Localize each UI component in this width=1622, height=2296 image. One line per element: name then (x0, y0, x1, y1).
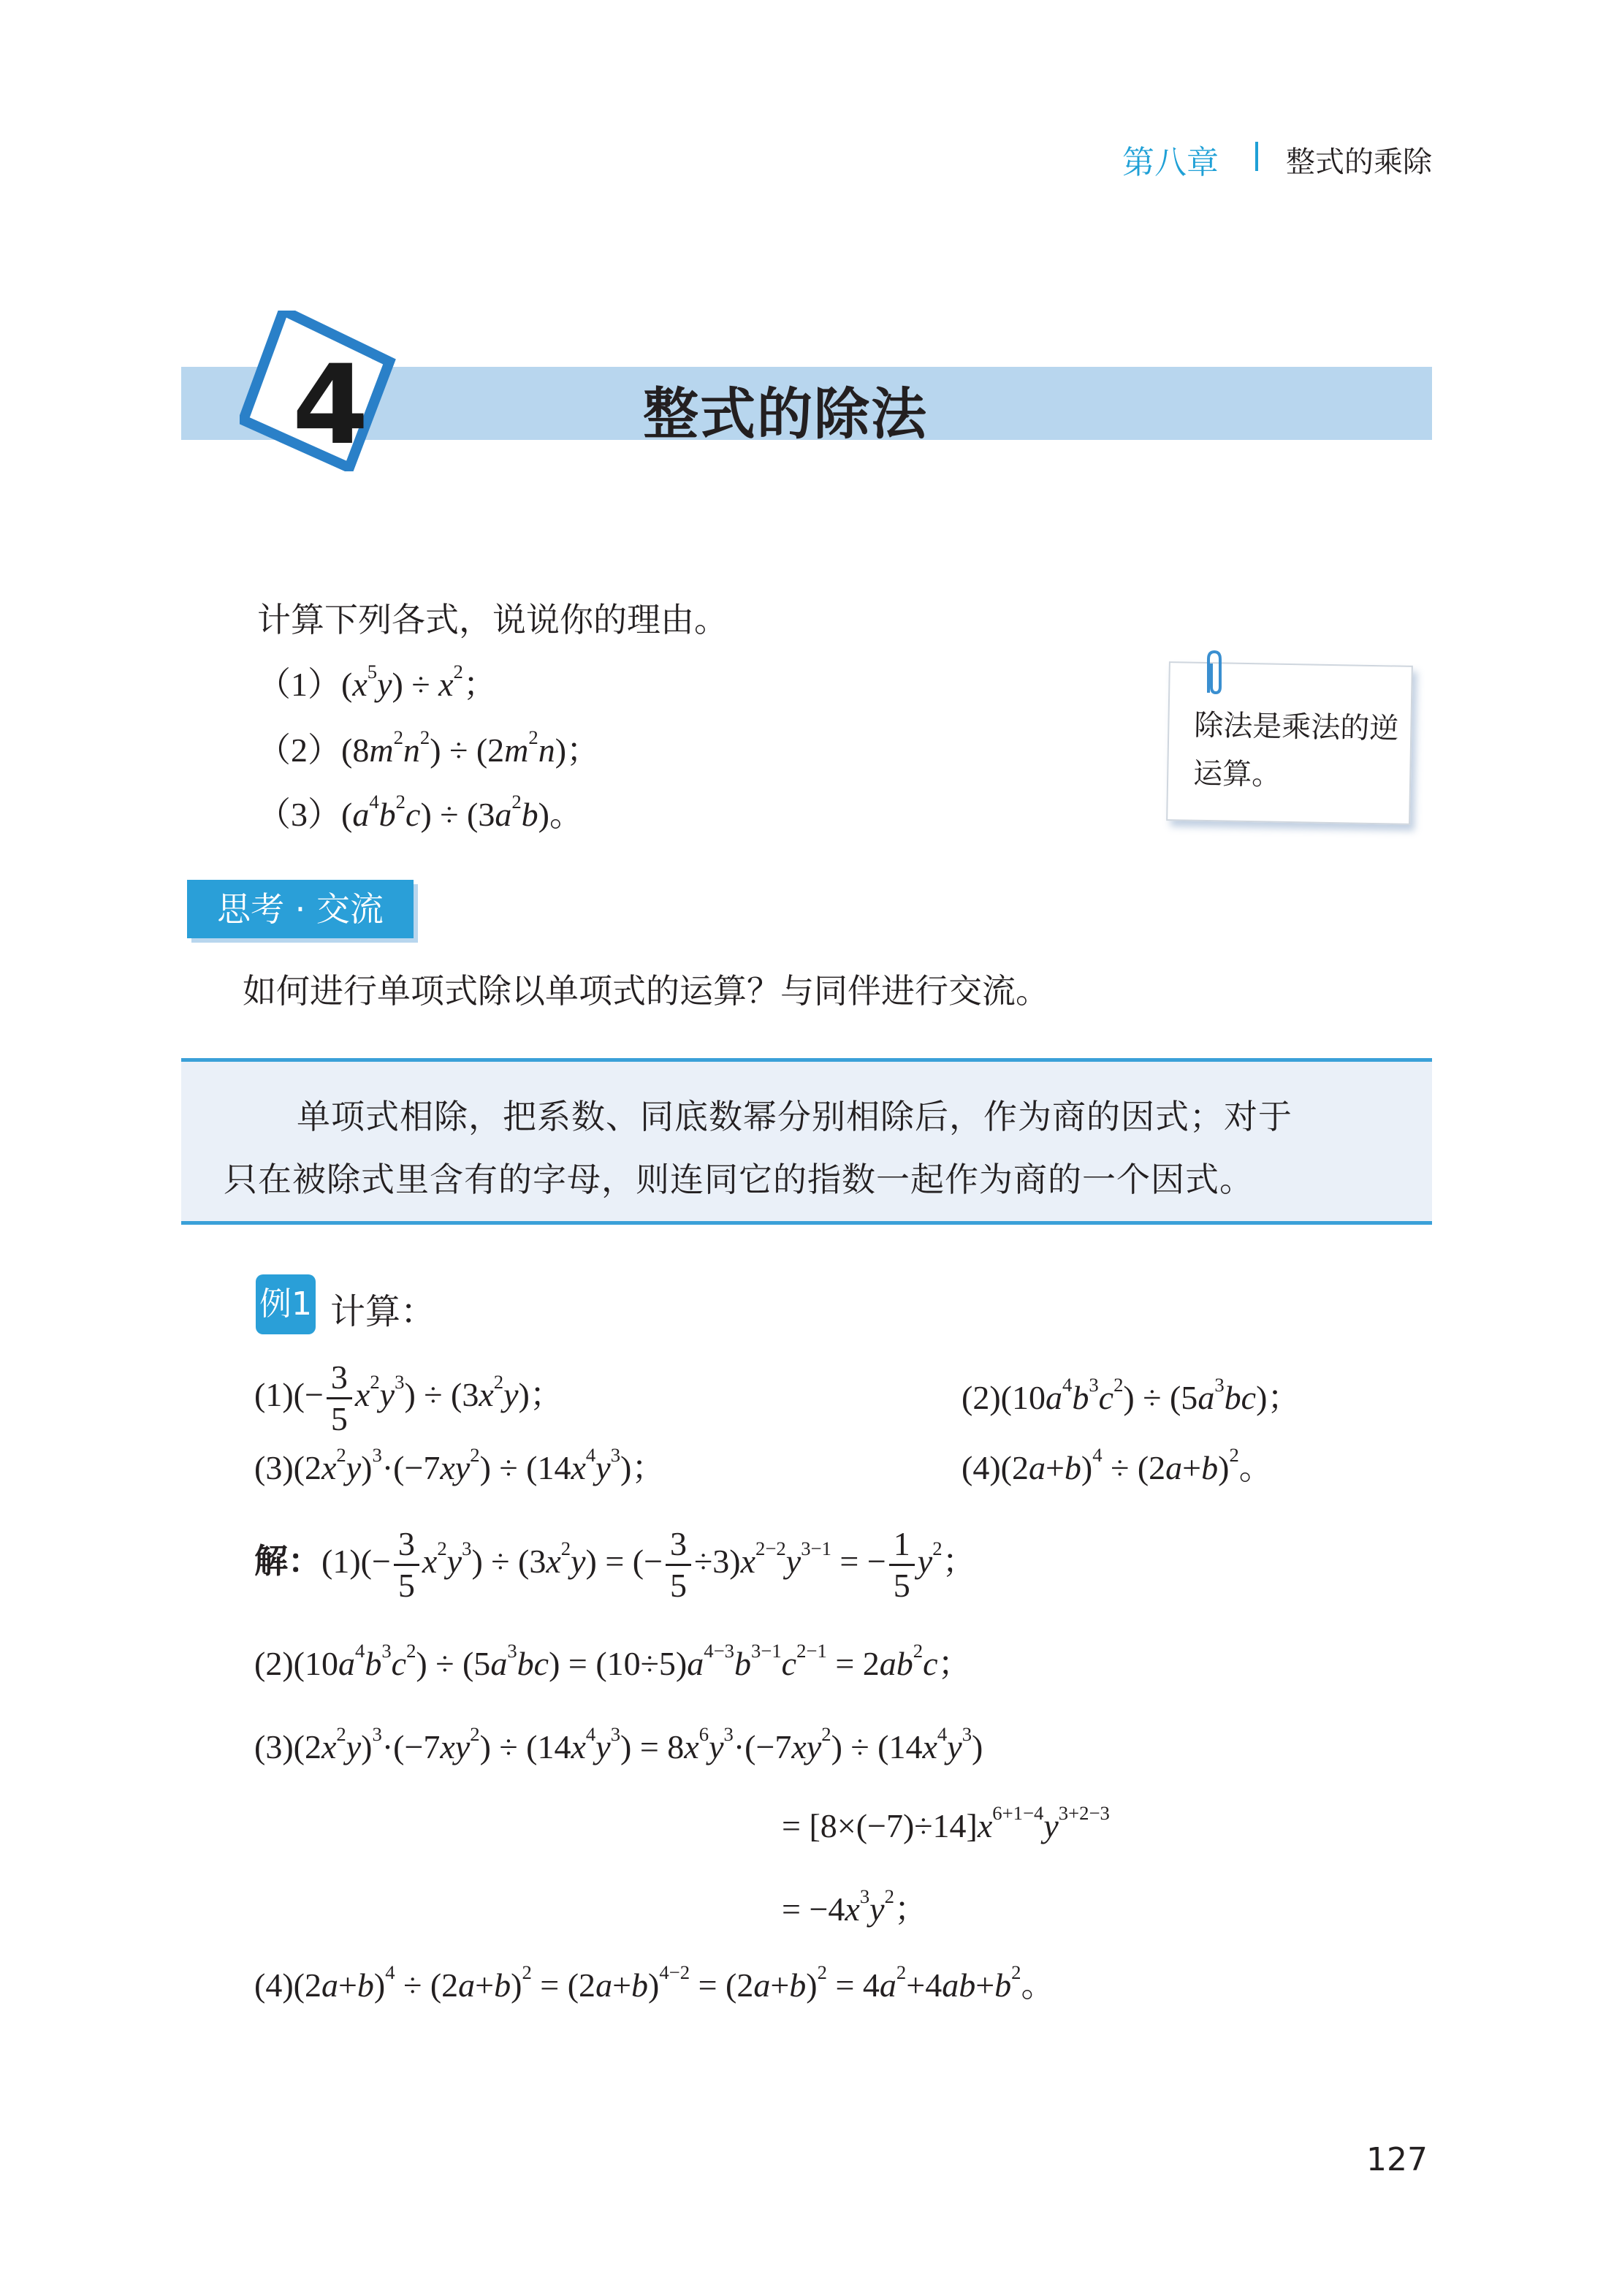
exercise-index: （3） (257, 796, 341, 833)
section-title: 整式的除法 (643, 381, 928, 446)
page-number: 127 (1366, 2141, 1428, 2178)
header-separator (1255, 142, 1258, 171)
solution-3-line-1: $(3)(2x^2y)^3\cdot(-7xy^2) \div (14x^4y^3) = 8x^6y^3\cdot(-7xy^2) \div (14x^4y^3)$ (254, 1723, 983, 1765)
exercise-index: （1） (257, 666, 341, 703)
example-badge: 例1 (256, 1274, 316, 1334)
think-question: 如何进行单项式除以单项式的运算？与同伴进行交流。 (243, 971, 1049, 1011)
example-question-1: (1)(− $\frac{3}{5}$ $x^2y^3) \div (3x^2y)$； (254, 1358, 563, 1437)
exercise-index: （2） (257, 731, 341, 769)
intro-exercise-1: $(1)(x^5y) \div x^2$； (257, 661, 497, 703)
solution-4: $(4)(2a+b)^4 \div (2a+b)^2 = (2a+b)^{4-2} = (2a+b)^2 = 4a^2+4ab+b^2$。 (254, 1961, 1055, 2004)
section-label: 整式的乘除 (1286, 145, 1432, 179)
example-question-2: $(2)(10a^4b^3c^2) \div (5a^3bc)$； (962, 1374, 1301, 1416)
example-question-4: $(4)(2a+b)^4 \div (2a+b)^2$。 (962, 1444, 1273, 1486)
solution-2: $(2)(10a^4b^3c^2) \div (5a^3bc) = (10\div 5)a^{4-3}b^{3-1}c^{2-1} = 2ab^2c$； (254, 1640, 972, 1682)
chapter-label: 第八章 (1122, 144, 1219, 181)
rule-text-line-1: 单项式相除，把系数、同底数幂分别相除后，作为商的因式；对于 (297, 1097, 1292, 1136)
example-label: 计算： (330, 1291, 436, 1332)
section-number: 4 (292, 342, 369, 469)
intro-exercise-3: $(3)(a^4b^2c) \div (3a^2b)$。 (257, 791, 583, 833)
hint-note-text: 除法是乘法的逆运算。 (1192, 708, 1399, 792)
intro-exercise-2: $(2)(8m^2n^2) \div (2m^2n)$； (257, 726, 601, 769)
rule-text-line-2: 只在被除式里含有的字母，则连同它的指数一起作为商的一个因式。 (224, 1160, 1254, 1199)
think-exchange-badge: 思考 · 交流 (187, 880, 414, 938)
solution-label: 解： (254, 1543, 321, 1581)
solution-3-line-2: = $[8\times(-7)\div 14]x^{6+1-4}y^{3+2-3}$ (782, 1802, 1110, 1844)
solution-1: 解：(1)(− $\frac{3}{5}$ $x^2y^3) \div (3x^2y)$ = (− $\frac{3}{5}$ $\div 3)x^{2-2}y^{3-1}$ = − $\frac{1}{5}$ $y^2$； (254, 1525, 976, 1604)
paperclip-icon (1198, 649, 1227, 699)
example-question-3: $(3)(2x^2y)^3\cdot(-7xy^2) \div (14x^4y^3)$； (254, 1444, 666, 1486)
solution-3-line-3: = $-4x^3y^2$； (782, 1885, 928, 1928)
intro-prompt: 计算下列各式，说说你的理由。 (257, 600, 728, 639)
